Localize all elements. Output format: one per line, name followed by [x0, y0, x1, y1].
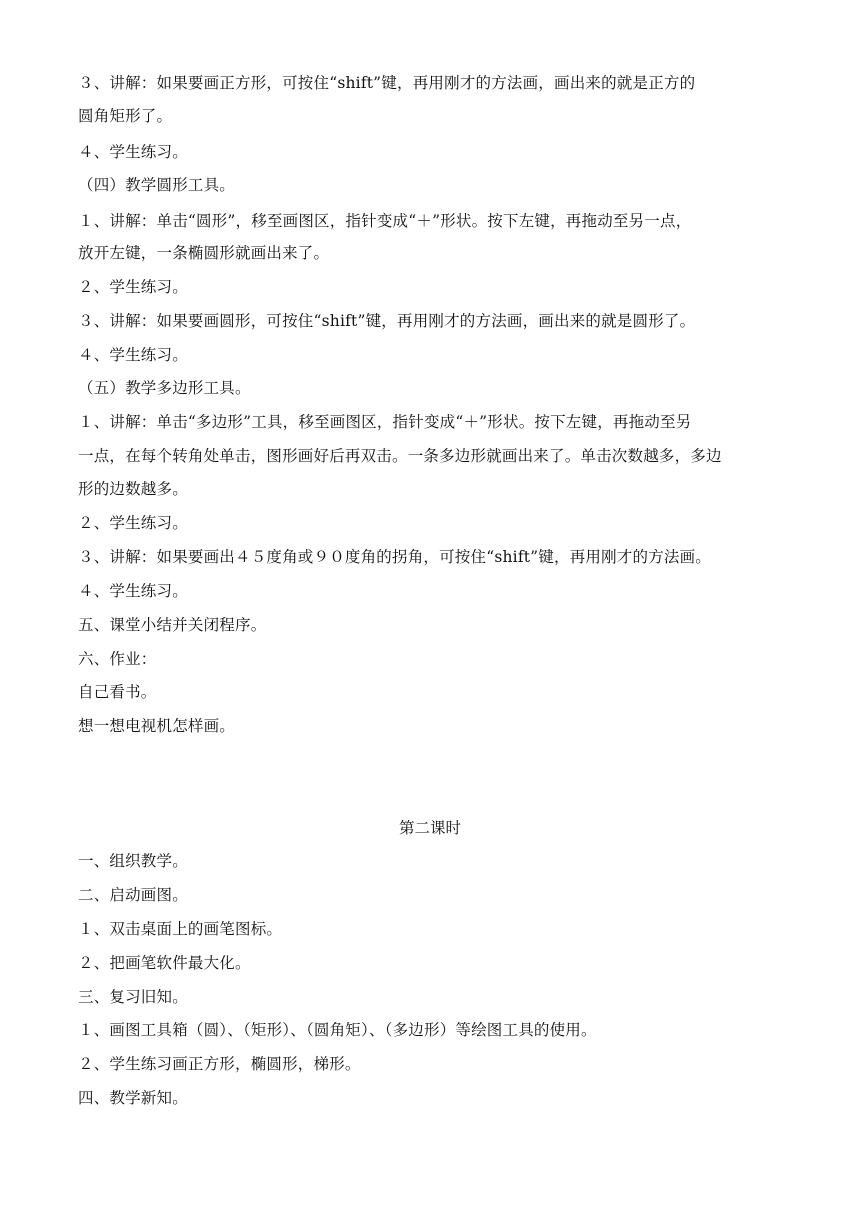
- text-line: 圆角矩形了。: [78, 107, 173, 125]
- text-line: 三、复习旧知。: [78, 988, 188, 1006]
- text-line: 六、作业：: [78, 650, 157, 668]
- text-line: １、讲解：单击“圆形”，移至画图区，指针变成“＋”形状。按下左键，再拖动至另一点，: [78, 212, 692, 230]
- text-line: ４、学生练习。: [78, 582, 188, 600]
- text-line: １、双击桌面上的画笔图标。: [78, 920, 283, 938]
- text-line: ２、把画笔软件最大化。: [78, 954, 251, 972]
- text-line: 五、课堂小结并关闭程序。: [78, 616, 267, 634]
- text-line: （四）教学圆形工具。: [78, 176, 236, 194]
- lesson-heading: 第二课时: [398, 819, 461, 837]
- text-line: 形的边数越多。: [78, 480, 188, 498]
- text-line: 放开左键，一条椭圆形就画出来了。: [78, 244, 330, 262]
- text-line: ２、学生练习画正方形，椭圆形，梯形。: [78, 1055, 361, 1073]
- text-line: １、讲解：单击“多边形”工具，移至画图区，指针变成“＋”形状。按下左键，再拖动至另: [78, 413, 692, 431]
- text-line: ４、学生练习。: [78, 143, 188, 161]
- text-line: 一、组织教学。: [78, 852, 188, 870]
- text-line: 四、教学新知。: [78, 1089, 188, 1107]
- text-line: 想一想电视机怎样画。: [78, 717, 236, 735]
- text-line: 自己看书。: [78, 683, 157, 701]
- text-line: ２、学生练习。: [78, 278, 188, 296]
- text-line: ２、学生练习。: [78, 514, 188, 532]
- text-line: １、画图工具箱（圆）、（矩形）、（圆角矩）、（多边形）等绘图工具的使用。: [78, 1021, 597, 1039]
- text-line: （五）教学多边形工具。: [78, 379, 251, 397]
- text-line: 一点，在每个转角处单击，图形画好后再双击。一条多边形就画出来了。单击次数越多，多边: [78, 447, 722, 465]
- text-line: ４、学生练习。: [78, 346, 188, 364]
- text-line: 二、启动画图。: [78, 886, 188, 904]
- text-line: ３、讲解：如果要画正方形，可按住“shift”键，再用刚才的方法画，画出来的就是正方的: [78, 74, 696, 92]
- text-line: ３、讲解：如果要画圆形，可按住“shift”键，再用刚才的方法画，画出来的就是圆形了。: [78, 312, 696, 330]
- text-line: ３、讲解：如果要画出４５度角或９０度角的拐角，可按住“shift”键，再用刚才的方法画。: [78, 548, 712, 566]
